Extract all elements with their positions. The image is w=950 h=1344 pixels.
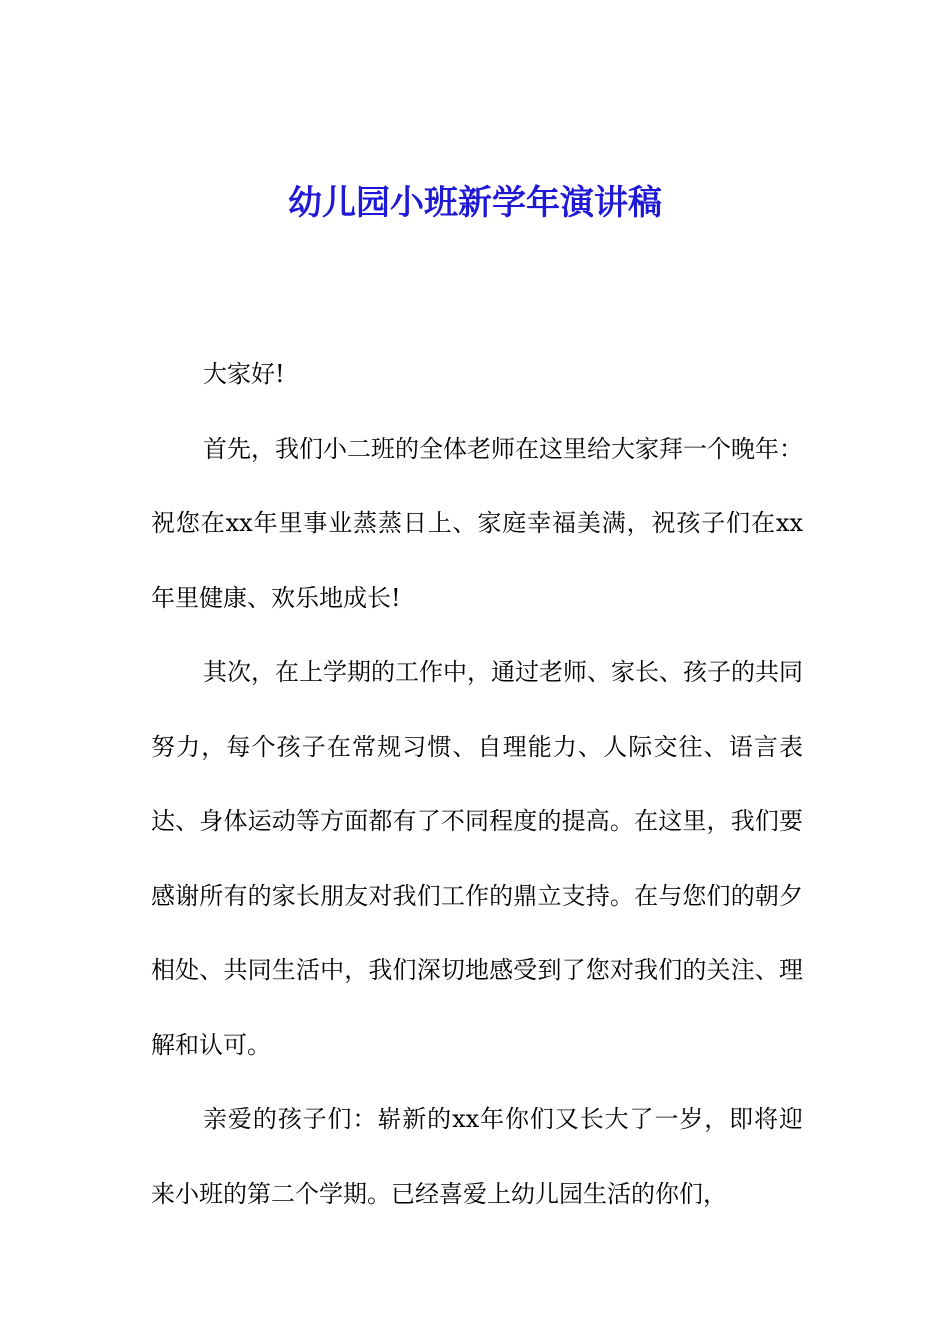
document-title: 幼儿园小班新学年演讲稿 xyxy=(288,183,662,223)
document-body xyxy=(151,337,803,1231)
paragraph-dear-children: 亲爱的孩子们：崭新的xx年你们又长大了一岁，即将迎来小班的第二个学期。已经喜爱上幼儿园生活的你们， xyxy=(151,1105,803,1208)
paragraph-greeting: 大家好! xyxy=(203,360,285,388)
paragraph-new-year-wishes: 首先，我们小二班的全体老师在这里给大家拜一个晚年：祝您在xx年里事业蒸蒸日上、家庭幸福美满，祝孩子们在xx年里健康、欢乐地成长! xyxy=(151,434,803,612)
paragraph-thanks-parents: 其次，在上学期的工作中，通过老师、家长、孩子的共同努力，每个孩子在常规习惯、自理能力、人际交往、语言表达、身体运动等方面都有了不同程度的提高。在这里，我们要感谢所有的家长朋友对我们工作的鼎立支持。在与您们的朝夕相处、共同生活中，我们深切地感受到了您对我们的关注、理解和认可。 xyxy=(151,658,803,1059)
